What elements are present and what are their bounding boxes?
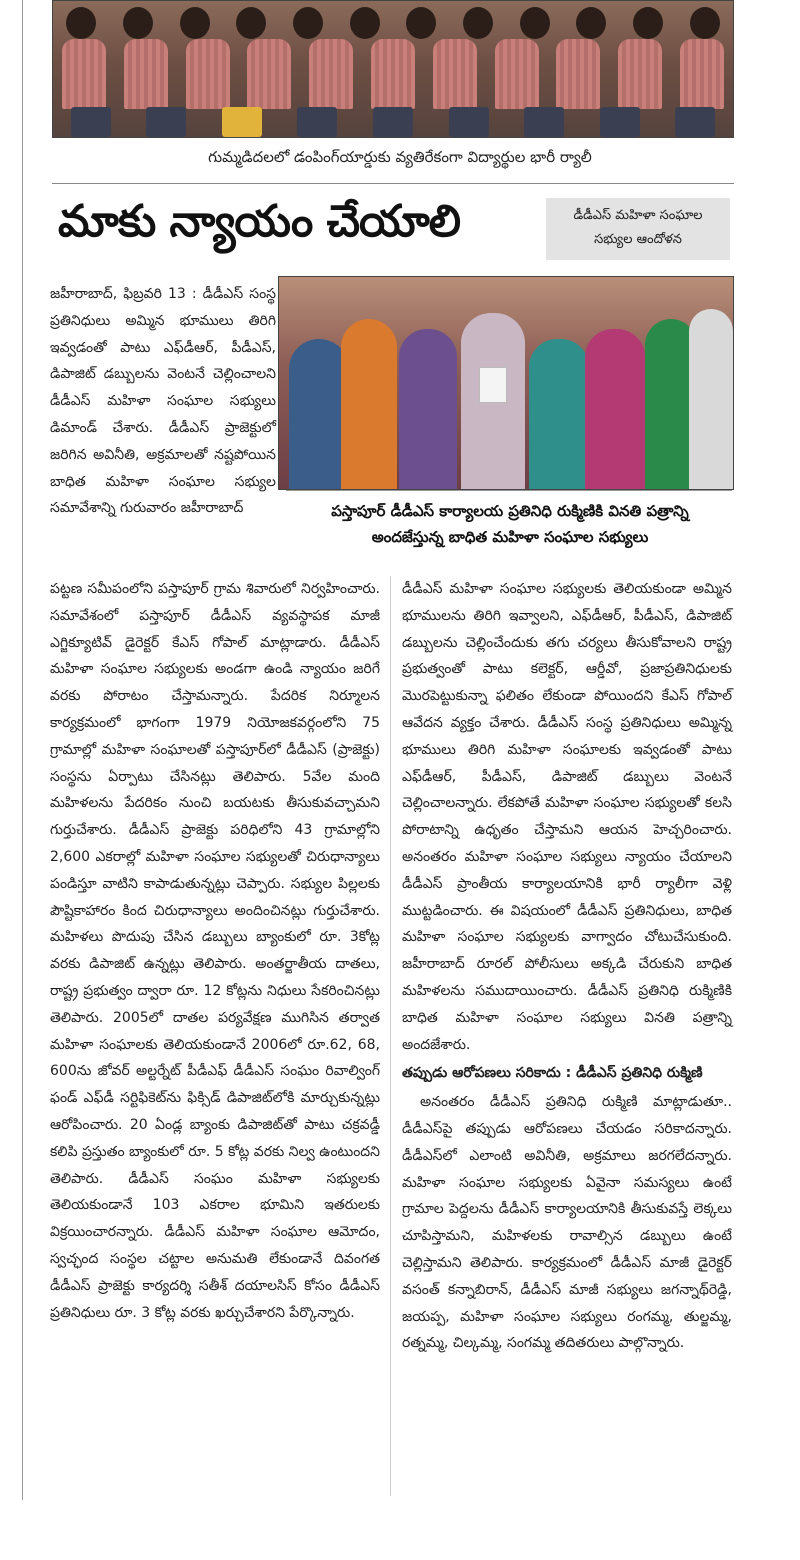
students-rally-photo bbox=[52, 0, 734, 138]
page-margin-rule bbox=[22, 0, 23, 1500]
subhead-line-1: డీడీఎస్ మహిళా సంఘాల bbox=[573, 208, 703, 223]
subheadline-box bbox=[546, 198, 730, 260]
subhead-line-2: సభ్యుల ఆందోళన bbox=[594, 232, 682, 247]
inline-subheading: తప్పుడు ఆరోపణలు సరికాదు : డీడీఎస్ ప్రతినిధి రుక్మిణి bbox=[402, 1065, 703, 1082]
right-column-tail-paragraph: అనంతరం డీడీఎస్ ప్రతినిధి రుక్మిణి మాట్లాడుతూ.. డీడీఎస్‌పై తప్పుడు ఆరోపణలు చేయడం సరికాదన్నారు. డీడీఎస్‌లో ఎలాంటి అవినీతి, అక్రమాలు జరగలేదన్నారు. మహిళా సంఘాల సభ్యులకు ఏవైనా సమస్యలు ఉంటే గ్రామాల పెద్దలను డీడీఎస్ కార్యాలయానికి తీసుకువస్తే లెక్కలు చూపిస్తామని, మహిళలకు రావాల్సిన డబ్బులు ఉంటే చెల్లిస్తామని తెలిపారు. కార్యక్రమంలో డీడీఎస్ మాజీ డైరెక్టర్ వసంత్ కన్నాబిరాన్, డీడీఎస్ మాజీ సభ్యులు జగన్నాథ్‌రెడ్డి, జయప్ప, మహిళా సంఘాల సభ్యులు రంగమ్మ, తుల్జమ్మ, రత్నమ్మ, చిల్కమ్మ, సంగమ్మ తదితరులు పాల్గొన్నారు. bbox=[402, 1094, 732, 1352]
petition-handover-photo bbox=[278, 276, 734, 490]
mid-caption-line-1: పస్తాపూర్ డీడీఎస్ కార్యాలయ ప్రతినిధి రుక్మిణికి వినతి పత్రాన్ని bbox=[331, 502, 689, 520]
photo-caption-rule bbox=[286, 490, 732, 491]
divider bbox=[52, 183, 734, 184]
article-column-left: పట్టణ సమీపంలోని పస్తాపూర్ గ్రామ శివారులో నిర్వహించారు. సమావేశంలో పస్తాపూర్ డీడీఎస్ వ్యవస్థాపక మాజీ ఎగ్జిక్యూటివ్ డైరెక్టర్ కేఎస్ గోపాల్ మాట్లాడారు. డీడీఎస్ మహిళా సంఘాల సభ్యులకు అండగా ఉండి న్యాయం జరిగే వరకు పోరాటం చేస్తామన్నారు. పేదరిక నిర్మూలన కార్యక్రమంలో భాగంగా 1979 నియోజకవర్గంలోని 75 గ్రామాల్లో మహిళా సంఘాలతో పస్తాపూర్‌లో డీడీఎస్ (ప్రాజెక్టు) సంస్థను ఏర్పాటు చేసినట్లు తెలిపారు. 5వేల మంది మహిళలను పేదరికం నుంచి బయటకు తీసుకువచ్చామని గుర్తుచేశారు. డీడీఎస్ ప్రాజెక్టు పరిధిలోని 43 గ్రామాల్లోని 2,600 ఎకరాల్లో మహిళా సంఘాల సభ్యులతో చిరుధాన్యాలు పండిస్తూ వాటిని కాపాడుతున్నట్లు చెప్పారు. సభ్యుల పిల్లలకు పౌష్టికాహారం కింద చిరుధాన్యాలు అందించినట్లు గుర్తుచేశారు. మహిళలు పొదుపు చేసిన డబ్బులు బ్యాంకులో రూ. 3కోట్ల వరకు డిపాజిట్ ఉన్నట్లు తెలిపారు. అంతర్జాతీయ దాతలు, రాష్ట్ర ప్రభుత్వం ద్వారా రూ. 12 కోట్లను నిధులు సేకరించినట్లు తెలిపారు. 2005లో దాతల పర్యవేక్షణ ముగిసిన తర్వాత మహిళా సంఘాలకు తెలియకుండానే 2006లో రూ.62, 68, 600ను జోవర్ అల్టర్నేట్ పీడీఎఫ్ డీడీఎస్ సంఘం రివాల్వింగ్ ఫండ్ ఎఫ్‌డీ సర్టిఫికెట్‌ను ఫిక్సిడ్ డిపాజిట్‌లోకి మార్చుకున్నట్లు ఆరోపించారు. 20 ఏండ్ల బ్యాంకు డిపాజిట్‌తో పాటు చక్రవడ్డీ కలిపి ప్రస్తుతం బ్యాంకులో రూ. 5 కోట్ల వరకు నిల్వ ఉంటుందని తెలిపారు. డీడీఎస్ సంఘం మహిళా సభ్యులకు తెలియకుండానే 103 ఎకరాల భూమిని ఇతరులకు విక్రయించారన్నారు. డీడీఎస్ మహిళా సంఘాల ఆమోదం, స్వచ్ఛంద సంస్థల చట్టాల అనుమతి లేకుండానే దివంగత డీడీఎస్ ప్రాజెక్టు కార్యదర్శి సతీశ్ దయాలసిస్ కోసం డీడీఎస్ ప్రతినిధులు రూ. 3 కోట్ల వరకు ఖర్చుచేశారని పేర్కొన్నారు. bbox=[50, 581, 381, 1321]
mid-photo-caption bbox=[286, 498, 734, 550]
column-divider bbox=[390, 576, 391, 1496]
right-column-paragraph: డీడీఎస్ మహిళా సంఘాల సభ్యులకు తెలియకుండా అమ్మిన భూములను తిరిగి ఇవ్వాలని, ఎఫ్‌డీఆర్, పీడీఎస్, డిపాజిట్ డబ్బులను చెల్లించేందుకు తగు చర్యలు తీసుకోవాలని రాష్ట్ర ప్రభుత్వంతో పాటు కలెక్టర్, ఆర్డీవో, ప్రజాప్రతినిధులకు మొరపెట్టుకున్నా ఫలితం లేకుండా పోయిందని కేఎస్ గోపాల్ ఆవేదన వ్యక్తం చేశారు. డీడీఎస్ సంస్థ ప్రతినిధులు అమ్మిన్న భూములు తిరిగి మహిళా సంఘాలకు ఇవ్వడంతో పాటు ఎఫ్‌డీఆర్, పీడీఎస్, డిపాజిట్ డబ్బులు వెంటనే చెల్లించాలన్నారు. లేకపోతే మహిళా సంఘాల సభ్యులతో కలసి పోరాటాన్ని ఉధృతం చేస్తామని ఆయన హెచ్చరించారు. అనంతరం మహిళా సంఘాల సభ్యులు న్యాయం చేయాలని డీడీఎస్ ప్రాంతీయ కార్యాలయానికి భారీ ర్యాలీగా వెళ్లి ముట్టడించారు. ఈ విషయంలో డీడీఎస్ ప్రతినిధులు, బాధిత మహిళా సంఘాల సభ్యులకు వాగ్వాదం చోటుచేసుకుంది. జహీరాబాద్ రూరల్ పోలీసులు అక్కడి చేరుకుని బాధిత మహిళలను సముదాయించారు. డీడీఎస్ ప్రతినిధి రుక్మిణికి బాధిత మహిళా సంఘాల సభ్యులు వినతి పత్రాన్ని అందజేశారు. bbox=[402, 581, 732, 1053]
top-photo-caption: గుమ్మడిదలలో డంపింగ్‌యార్డుకు వ్యతిరేకంగా విద్యార్థుల భారీ ర్యాలీ bbox=[208, 148, 592, 166]
article-column-right bbox=[402, 576, 732, 1357]
mid-caption-line-2: అందజేస్తున్న బాధిత మహిళా సంఘాల సభ్యులు bbox=[371, 528, 649, 546]
headline: మాకు న్యాయం చేయాలి bbox=[58, 196, 460, 247]
article-lead-paragraph: జహీరాబాద్, ఫిబ్రవరి 13 : డీడీఎస్ సంస్థ ప్రతినిధులు అమ్మిన భూములు తిరిగి ఇవ్వడంతో పాటు ఎఫ్‌డీఆర్, పీడీఎస్, డిపాజిట్ డబ్బులను వెంటనే చెల్లించాలని డీడీఎస్ మహిళా సంఘాల సభ్యులు డిమాండ్ చేశారు. డీడీఎస్ ప్రాజెక్టులో జరిగిన అవినీతి, అక్రమాలతో నష్టపోయిన బాధిత మహిళా సంఘాల సభ్యుల సమావేశాన్ని గురువారం జహీరాబాద్ bbox=[50, 286, 276, 517]
